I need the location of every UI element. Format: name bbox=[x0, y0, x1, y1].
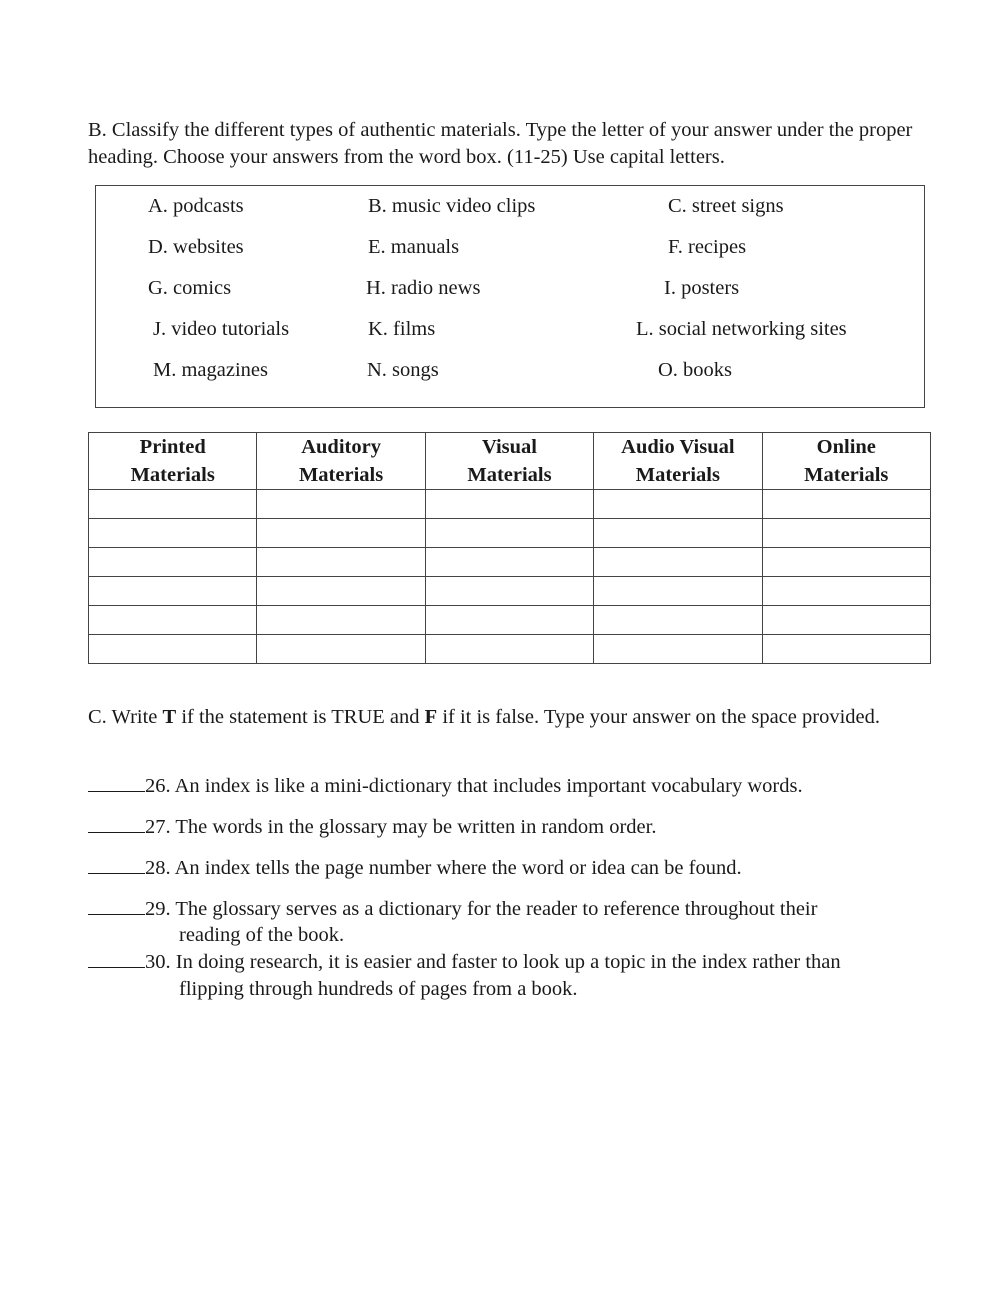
word-option: K. films bbox=[368, 318, 436, 340]
answer-cell[interactable] bbox=[762, 606, 930, 635]
header-audio-visual-materials: Audio Visual Materials bbox=[594, 433, 762, 490]
word-option: E. manuals bbox=[368, 236, 460, 258]
answer-cell[interactable] bbox=[762, 577, 930, 606]
answer-cell[interactable] bbox=[89, 606, 257, 635]
word-option: M. magazines bbox=[153, 359, 268, 381]
answer-cell[interactable] bbox=[89, 635, 257, 664]
answer-cell[interactable] bbox=[257, 577, 425, 606]
answer-cell[interactable] bbox=[762, 519, 930, 548]
answer-cell[interactable] bbox=[594, 606, 762, 635]
answer-blank[interactable] bbox=[88, 896, 145, 915]
table-body bbox=[89, 490, 931, 664]
answer-cell[interactable] bbox=[425, 548, 593, 577]
answer-row bbox=[89, 548, 931, 577]
answer-cell[interactable] bbox=[594, 490, 762, 519]
answer-cell[interactable] bbox=[594, 635, 762, 664]
statement-item: 28. An index tells the page number where the word or idea can be found. bbox=[88, 855, 933, 881]
answer-cell[interactable] bbox=[594, 519, 762, 548]
word-option: L. social networking sites bbox=[636, 318, 847, 340]
answer-cell[interactable] bbox=[594, 548, 762, 577]
answer-cell[interactable] bbox=[425, 606, 593, 635]
statement-item: 27. The words in the glossary may be written in random order. bbox=[88, 814, 933, 840]
section-c-instructions: C. Write T if the statement is TRUE and F if it is false. Type your answer on the space provided. bbox=[88, 706, 880, 728]
statement-item: 26. An index is like a mini-dictionary that includes important vocabulary words. bbox=[88, 773, 933, 799]
answer-blank[interactable] bbox=[88, 773, 145, 792]
false-letter: F bbox=[424, 706, 438, 728]
word-option: I. posters bbox=[664, 277, 740, 299]
answer-blank[interactable] bbox=[88, 855, 145, 874]
answer-blank[interactable] bbox=[88, 814, 145, 833]
answer-blank[interactable] bbox=[88, 949, 145, 968]
statement-item: 29. The glossary serves as a dictionary for the reader to reference throughout their reading of the book. bbox=[88, 896, 933, 948]
answer-cell[interactable] bbox=[257, 548, 425, 577]
statement-item: 30. In doing research, it is easier and faster to look up a topic in the index rather than flipping through hundreds of pages from a book. bbox=[88, 949, 933, 1002]
table-header-row bbox=[89, 433, 931, 490]
answer-cell[interactable] bbox=[89, 519, 257, 548]
answer-row bbox=[89, 519, 931, 548]
answer-row bbox=[89, 606, 931, 635]
header-auditory-materials: Auditory Materials bbox=[257, 433, 425, 490]
classification-table bbox=[88, 432, 931, 664]
answer-cell[interactable] bbox=[89, 577, 257, 606]
word-option: F. recipes bbox=[668, 236, 747, 258]
answer-cell[interactable] bbox=[257, 490, 425, 519]
answer-cell[interactable] bbox=[425, 635, 593, 664]
answer-row bbox=[89, 577, 931, 606]
word-option: D. websites bbox=[148, 236, 244, 258]
answer-cell[interactable] bbox=[425, 519, 593, 548]
answer-cell[interactable] bbox=[762, 548, 930, 577]
answer-cell[interactable] bbox=[89, 490, 257, 519]
word-option: A. podcasts bbox=[148, 195, 244, 217]
answer-cell[interactable] bbox=[257, 519, 425, 548]
word-option: H. radio news bbox=[366, 277, 481, 299]
answer-cell[interactable] bbox=[257, 606, 425, 635]
answer-cell[interactable] bbox=[425, 577, 593, 606]
header-online-materials: Online Materials bbox=[762, 433, 930, 490]
answer-cell[interactable] bbox=[594, 577, 762, 606]
word-option: N. songs bbox=[367, 359, 439, 381]
word-option: B. music video clips bbox=[368, 195, 536, 217]
answer-cell[interactable] bbox=[89, 548, 257, 577]
word-option: O. books bbox=[658, 359, 733, 381]
answer-cell[interactable] bbox=[762, 490, 930, 519]
true-letter: T bbox=[162, 706, 177, 728]
word-box bbox=[95, 185, 925, 408]
answer-cell[interactable] bbox=[762, 635, 930, 664]
section-b-instructions: B. Classify the different types of authentic materials. Type the letter of your answer under the proper heading. Choose your answers from the word box. (11-25) Use capital letters. bbox=[88, 119, 913, 168]
answer-row bbox=[89, 490, 931, 519]
header-printed-materials: Printed Materials bbox=[89, 433, 257, 490]
answer-cell[interactable] bbox=[425, 490, 593, 519]
word-option: C. street signs bbox=[668, 195, 784, 217]
header-visual-materials: Visual Materials bbox=[425, 433, 593, 490]
answer-cell[interactable] bbox=[257, 635, 425, 664]
answer-row bbox=[89, 635, 931, 664]
word-option: J. video tutorials bbox=[153, 318, 290, 340]
word-option: G. comics bbox=[148, 277, 232, 299]
